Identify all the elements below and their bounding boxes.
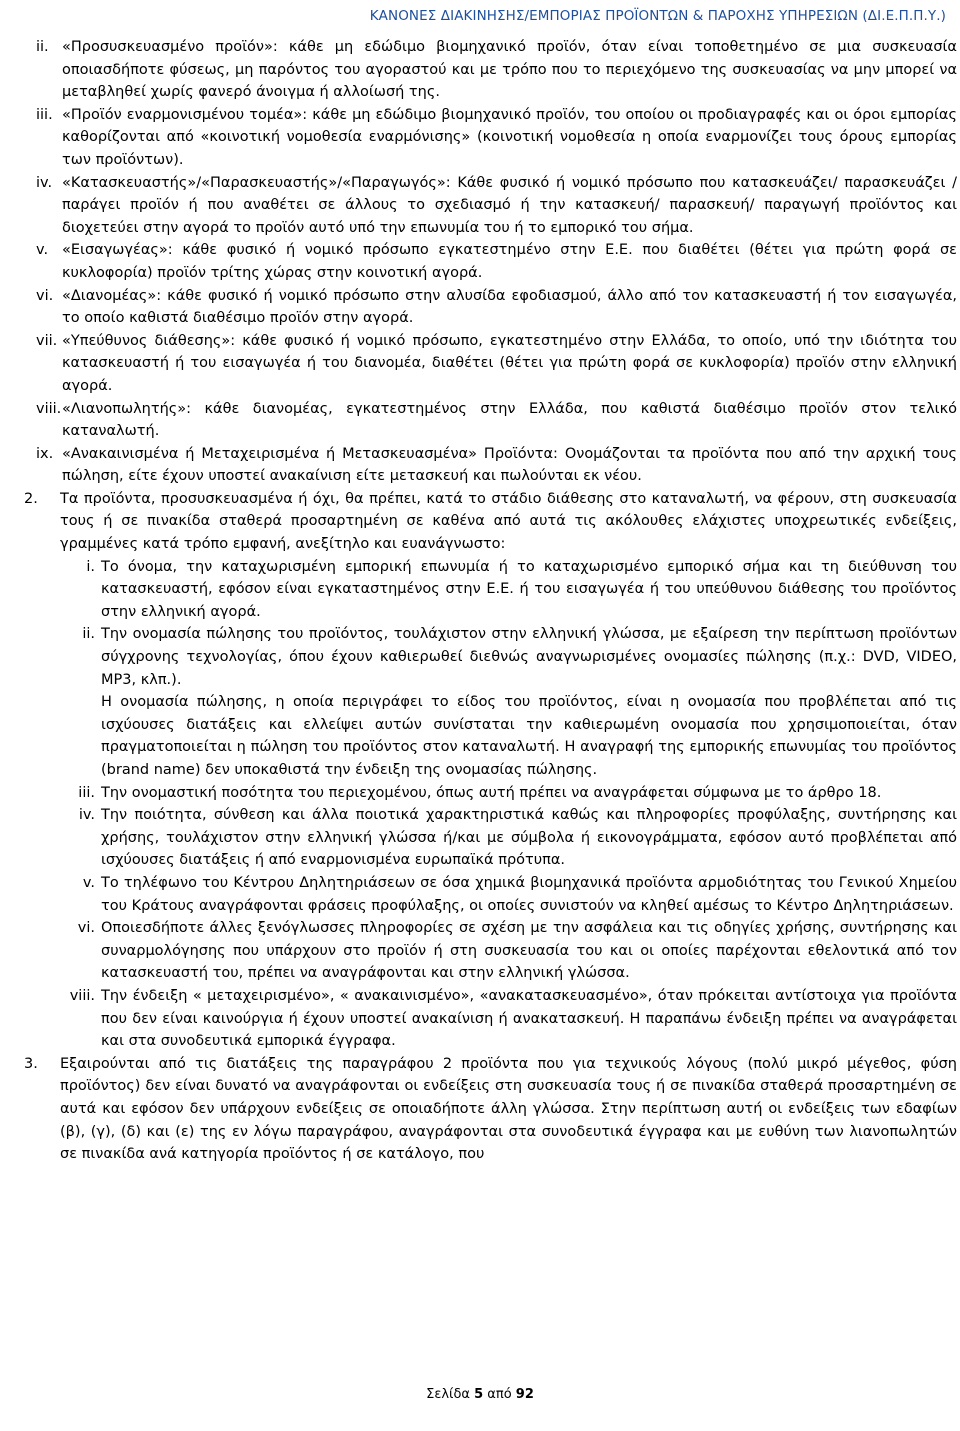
requirement-text: Την ονομαστική ποσότητα του περιεχομένου, όπως αυτή πρέπει να αναγράφεται σύμφωνα με το άρθρο 18. — [101, 784, 882, 801]
requirement-text: Οποιεσδήποτε άλλες ξενόγλωσσες πληροφορίες σε σχέση με την ασφάλεια και τις οδηγίες χρήσης, συντήρησης και συναρμολόγησης που υπάρχουν στο προϊόν ή στη συσκευασία του και οι οποίες παρέχονται εθελοντικά από τον κατασκευαστή του, πρέπει να αναγράφονται και στην ελληνική γλώσσα. — [101, 920, 957, 982]
page-number: 5 — [474, 1387, 484, 1402]
page-of: από — [487, 1387, 512, 1402]
paragraph-2 — [24, 488, 957, 556]
definition-text: «Διανομέας»: κάθε φυσικό ή νομικό πρόσωπο στην αλυσίδα εφοδιασμού, άλλο από τον κατασκευαστή ή τον εισαγωγέα, το οποίο καθιστά διαθέσιμο προϊόν στην αγορά. — [62, 287, 957, 327]
list-label: vi. — [36, 287, 54, 304]
requirement-viii — [64, 985, 957, 1053]
list-label: ii. — [36, 39, 49, 55]
definition-v — [24, 239, 957, 284]
list-label: v. — [82, 874, 95, 891]
list-label: i. — [86, 558, 95, 575]
requirement-vi — [64, 917, 957, 985]
definition-iii — [24, 104, 957, 172]
requirement-i — [64, 556, 957, 624]
definition-text: «Υπεύθυνος διάθεσης»: κάθε φυσικό ή νομικό πρόσωπο, εγκατεστημένο στην Ελλάδα, το οποίο, υπό την ιδιότητα του κατασκευαστή ή του εισαγωγέα ή του διανομέα, διαθέτει (θέτει για πρώτη φορά σε κυκλοφορία) προϊόν στην ελληνική αγορά. — [62, 332, 957, 394]
list-label: iii. — [78, 784, 95, 801]
definition-vi — [24, 285, 957, 330]
list-label: viii. — [69, 987, 95, 1004]
paragraph-number: 3. — [24, 1055, 38, 1072]
list-label: iv. — [36, 174, 53, 191]
definition-text: «Προϊόν εναρμονισμένου τομέα»: κάθε μη εδώδιμο βιομηχανικό προϊόν, του οποίου οι προδιαγραφές και οι όροι εμπορίας καθορίζονται από «κοινοτική νομοθεσία εναρμόνισης» (κοινοτική νομοθεσία η οποία εναρμονίζει τους όρους εμπορίας των προϊόντων). — [62, 106, 957, 168]
page-prefix: Σελίδα — [426, 1387, 470, 1402]
requirement-iv — [64, 804, 957, 872]
definition-iv — [24, 172, 957, 240]
definition-vii — [24, 330, 957, 398]
definition-viii — [24, 398, 957, 443]
definition-ii — [24, 36, 957, 104]
list-label: vi. — [77, 920, 95, 937]
requirement-v — [64, 872, 957, 917]
paragraph-text: Εξαιρούνται από τις διατάξεις της παραγράφου 2 προϊόντα που για τεχνικούς λόγους (πολύ μικρό μέγεθος, φύση προϊόντος) δεν είναι δυνατό να αναγράφονται οι ενδείξεις στη συσκευασία τους ή σε πινακίδα σταθερά προσαρτημένη σε αυτά και εφόσον δεν υπάρχουν ενδείξεις σε οποιαδήποτε άλλη γλώσσα. Στην περίπτωση αυτή οι ενδείξεις των εδαφίων (β), (γ), (δ) και (ε) της εν λόγω παραγράφου, αναγράφονται στα συνοδευτικά έγγραφα και με ευθύνη των λιανοπωλητών σε πινακίδα ανά κατηγορία προϊόντος ή σε κατάλογο, που — [60, 1055, 957, 1163]
requirement-note: Η ονομασία πώλησης, η οποία περιγράφει το είδος του προϊόντος, είναι η ονομασία που προβλέπεται από τις ισχύουσες διατάξεις και ελλείψει αυτών συνίσταται την καθιερωμένη ονομασία που χρησιμοποιείται, όταν πραγματοποιείται η πώληση του προϊόντος στον καταναλωτή. Η αναγραφή της εμπορικής επωνυμίας του προϊόντος (brand name) δεν υποκαθιστά την ένδειξη της ονομασίας πώλησης. — [101, 694, 957, 778]
list-label: ii. — [82, 626, 95, 643]
requirement-text: Την ονομασία πώλησης του προϊόντος, τουλάχιστον στην ελληνική γλώσσα, με εξαίρεση την περίπτωση προϊόντων σύγχρονης τεχνολογίας, όπου έχουν καθιερωθεί διεθνώς αναγνωρισμένες ονομασίες πώλησης (π.χ.: DVD, VIDEO, MP3, κλπ.). — [101, 626, 957, 688]
definition-text: «Κατασκευαστής»/«Παρασκευαστής»/«Παραγωγός»: Κάθε φυσικό ή νομικό πρόσωπο που κατασκευάζει/ παρασκευάζει /παράγει προϊόν ή που αναθέτει σε άλλους το σχεδιασμό ή την κατασκευή/ παρασκευή/ παραγωγή προϊόντος και διοχετεύει στην αγορά το προϊόν αυτό υπό την επωνυμία του ή το εμπορικό του σήμα. — [62, 174, 957, 236]
paragraph-2-items — [24, 556, 957, 1053]
requirement-ii — [64, 623, 957, 781]
definition-ix — [24, 443, 957, 488]
list-label: iv. — [78, 807, 95, 824]
requirement-text: Την ένδειξη « μεταχειρισμένο», « ανακαινισμένο», «ανακατασκευασμένο», όταν πρόκειται αντίστοιχα για προϊόντα που δεν είναι καινούργια ή έχουν υποστεί ανακαίνιση ή ανακατασκευή. Η παραπάνω ένδειξη πρέπει να αναγράφεται και στα συνοδευτικά εμπορικά έγγραφα. — [101, 987, 957, 1050]
requirement-text: Το όνομα, την καταχωρισμένη εμπορική επωνυμία ή το καταχωρισμένο εμπορικό σήμα και τη διεύθυνση του κατασκευαστή, εφόσον είναι εγκαταστημένος στην Ε.Ε. ή του εισαγωγέα ή του υπεύθυνου διάθεσης του προϊόντος στην ελληνική αγορά. — [101, 558, 957, 620]
list-label: viii. — [36, 400, 62, 417]
document-body — [24, 36, 957, 1166]
requirement-iii — [64, 782, 957, 805]
definition-text: «Προσυσκευασμένο προϊόν»: κάθε μη εδώδιμο βιομηχανικό προϊόν, όταν είναι τοποθετημένο σε μια συσκευασία οποιασδήποτε φύσεως, μη παρόντος του αγοραστού και με τρόπο που το περιεχόμενο της συσκευασίας να μην μπορεί να μεταβληθεί χωρίς φανερό άνοιγμα ή αλλοίωσή της. — [62, 39, 957, 101]
page-footer — [0, 1387, 960, 1402]
definition-text: «Εισαγωγέας»: κάθε φυσικό ή νομικό πρόσωπο εγκατεστημένο στην Ε.Ε. που διαθέτει (θέτει για πρώτη φορά σε κυκλοφορία) προϊόν τρίτης χώρας στην κοινοτική αγορά. — [62, 242, 957, 281]
list-label: ix. — [36, 445, 54, 462]
page-total: 92 — [515, 1387, 534, 1402]
definition-text: «Λιανοπωλητής»: κάθε διανομέας, εγκατεστημένος στην Ελλάδα, που καθιστά διαθέσιμο προϊόν στον τελικό καταναλωτή. — [62, 400, 957, 440]
requirement-text: Την ποιότητα, σύνθεση και άλλα ποιοτικά χαρακτηριστικά καθώς και πληροφορίες προφύλαξης, συντήρησης και χρήσης, τουλάχιστον στην ελληνική γλώσσα ή/και με σύμβολα ή εικονογράμματα, εφόσον αυτό προβλέπεται από ισχύουσες διατάξεις ή από εναρμονισμένα ευρωπαϊκά πρότυπα. — [101, 807, 957, 869]
list-label: iii. — [36, 106, 53, 123]
requirement-body — [101, 623, 957, 781]
definition-text: «Ανακαινισμένα ή Μεταχειρισμένα ή Μετασκευασμένα» Προϊόντα: Ονομάζονται τα προϊόντα που από την αρχική τους πώληση, είτε έχουν υποστεί ανακαίνιση είτε μετασκευή και πωλούνται εκ νέου. — [62, 445, 957, 485]
paragraph-number: 2. — [24, 490, 38, 507]
requirement-text: Το τηλέφωνο του Κέντρου Δηλητηριάσεων σε όσα χημικά βιομηχανικά προϊόντα αρμοδιότητας του Γενικού Χημείου του Κράτους αναγράφονται φράσεις προφύλαξης, οι οποίες συνιστούν να κληθεί αμέσως το Κέντρο Δηλητηριάσεων. — [101, 874, 957, 914]
document-header: ΚΑΝΟΝΕΣ ΔΙΑΚΙΝΗΣΗΣ/ΕΜΠΟΡΙΑΣ ΠΡΟΪΟΝΤΩΝ & ΠΑΡΟΧΗΣ ΥΠΗΡΕΣΙΩΝ (ΔΙ.Ε.Π.Π.Υ.) — [369, 8, 946, 24]
paragraph-3 — [24, 1053, 957, 1166]
list-label: vii. — [36, 332, 58, 349]
paragraph-text: Τα προϊόντα, προσυσκευασμένα ή όχι, θα πρέπει, κατά το στάδιο διάθεσης στο καταναλωτή, να φέρουν, στη συσκευασία τους ή σε πινακίδα σταθερά προσαρτημένη σε καθένα από αυτά τις ακόλουθες ελάχιστες υποχρεωτικές ενδείξεις, γραμμένες κατά τρόπο εμφανή, ανεξίτηλο και ευανάγνωστο: — [60, 490, 957, 553]
list-label: v. — [36, 242, 49, 259]
